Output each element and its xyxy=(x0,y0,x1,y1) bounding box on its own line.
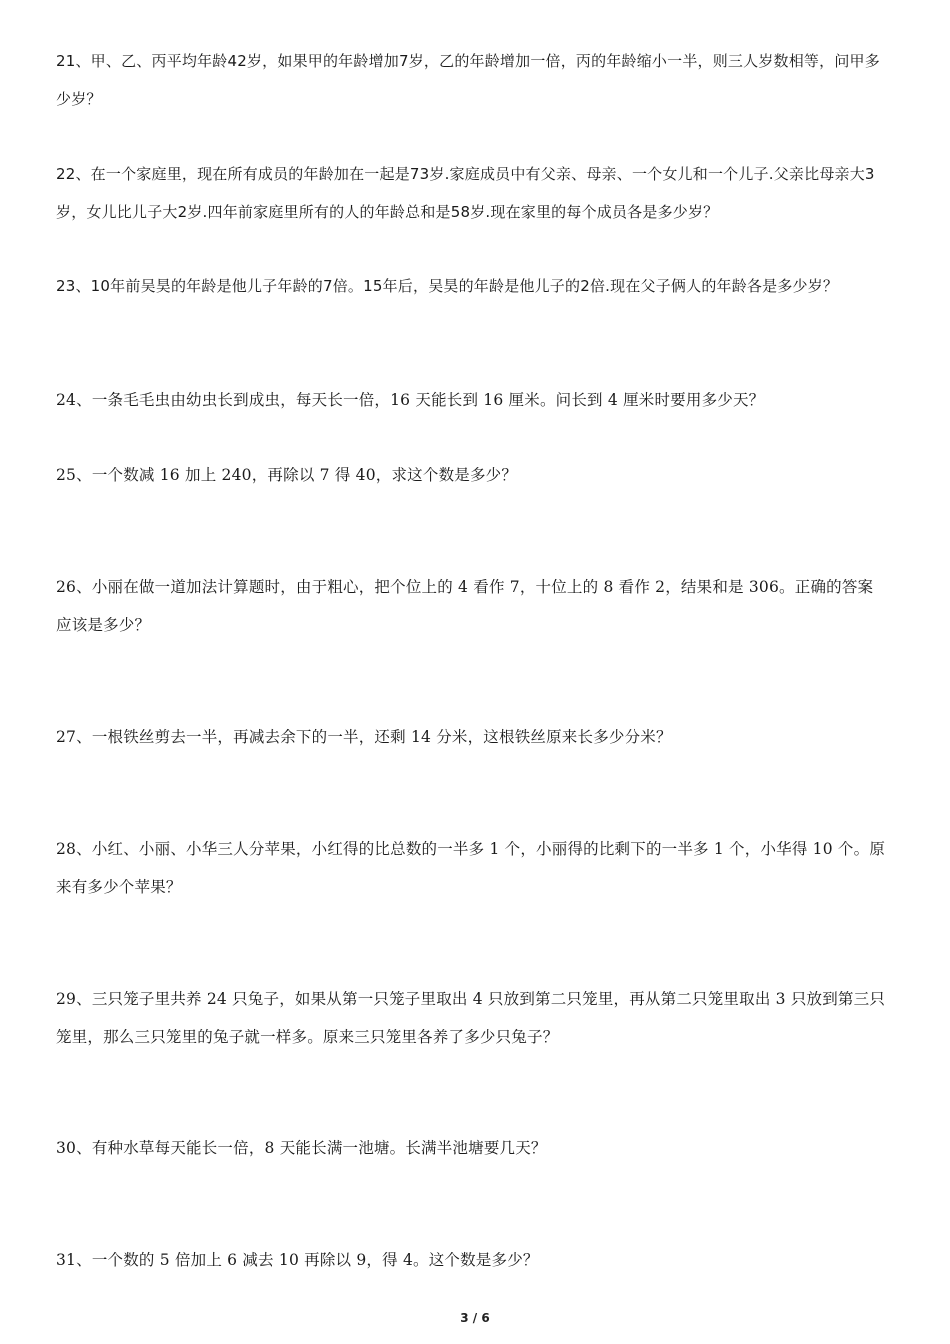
problem-28: 28、小红、小丽、小华三人分苹果，小红得的比总数的一半多 1 个，小丽得的比剩下的一半多 1 个，小华得 10 个。原来有多少个苹果？ xyxy=(56,840,886,896)
problem-30: 30、有种水草每天能长一倍，8 天能长满一池塘。长满半池塘要几天？ xyxy=(56,1139,547,1157)
problem-25: 25、一个数减 16 加上 240，再除以 7 得 40，求这个数是多少？ xyxy=(56,466,518,484)
problem-29: 29、三只笼子里共养 24 只兔子，如果从第一只笼子里取出 4 只放到第二只笼里，再从第二只笼里取出 3 只放到第三只笼里，那么三只笼里的兔子就一样多。原来三只笼里各养了多少只兔子？ xyxy=(56,990,886,1046)
problem-23: 23、10年前吴昊的年龄是他儿子年龄的7倍。15年后，吴昊的年龄是他儿子的2倍.现在父子俩人的年龄各是多少岁？ xyxy=(56,277,839,295)
problem-22: 22、在一个家庭里，现在所有成员的年龄加在一起是73岁.家庭成员中有父亲、母亲、一个女儿和一个儿子.父亲比母亲大3岁，女儿比儿子大2岁.四年前家庭里所有的人的年龄总和是58岁.现在家里的每个成员各是多少岁？ xyxy=(56,165,875,221)
page-number: 3 / 6 xyxy=(460,1311,490,1325)
problem-31: 31、一个数的 5 倍加上 6 减去 10 再除以 9，得 4。这个数是多少？ xyxy=(56,1251,539,1269)
problem-27: 27、一根铁丝剪去一半，再减去余下的一半，还剩 14 分米，这根铁丝原来长多少分米？ xyxy=(56,728,672,746)
problem-21: 21、甲、乙、丙平均年龄42岁，如果甲的年龄增加7岁，乙的年龄增加一倍，丙的年龄缩小一半，则三人岁数相等，问甲多少岁？ xyxy=(56,52,880,108)
problem-26: 26、小丽在做一道加法计算题时，由于粗心，把个位上的 4 看作 7，十位上的 8 看作 2，结果和是 306。正确的答案应该是多少？ xyxy=(56,578,874,634)
problem-24: 24、一条毛毛虫由幼虫长到成虫，每天长一倍，16 天能长到 16 厘米。问长到 4 厘米时要用多少天？ xyxy=(56,391,765,409)
